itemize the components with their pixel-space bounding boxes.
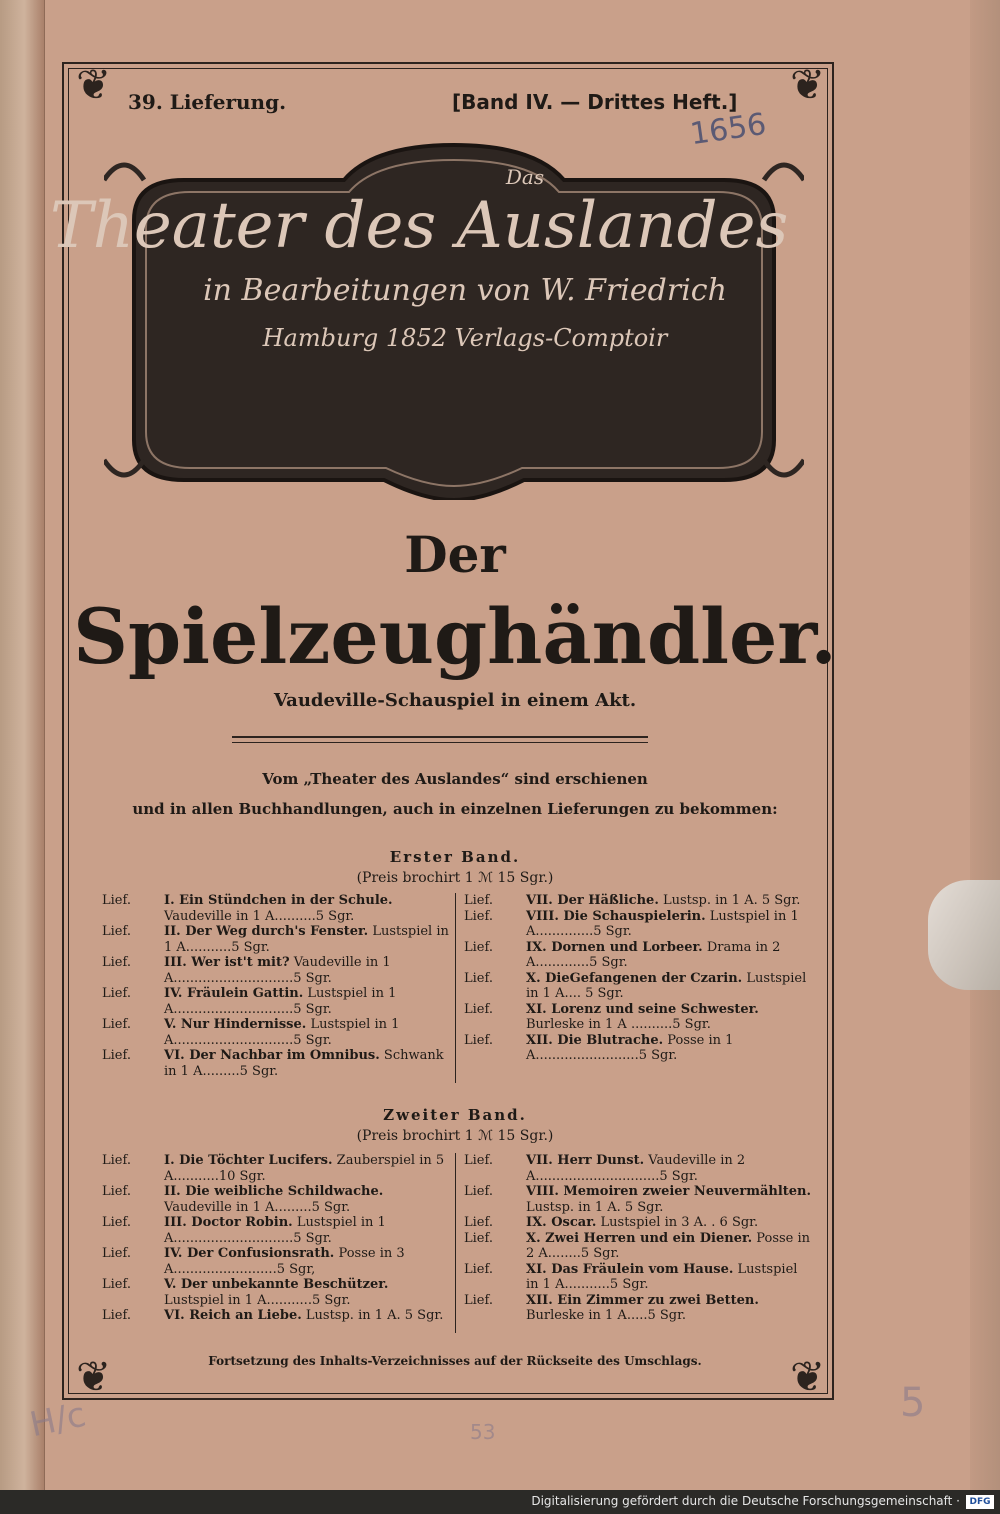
corner-ornament-icon: ❦ bbox=[790, 1352, 826, 1401]
list-item bbox=[102, 1017, 452, 1048]
list-item bbox=[464, 940, 814, 971]
list-item bbox=[464, 1033, 814, 1064]
footer-text: Digitalisierung gefördert durch die Deutsche Forschungsgemeinschaft · bbox=[531, 1494, 960, 1508]
column-divider bbox=[455, 1153, 456, 1333]
entry-title: III. Wer ist't mit? bbox=[164, 955, 290, 970]
cartouche-title: Theater des Auslandes bbox=[50, 189, 789, 263]
entry-details: Vaudeville in 2 A..............................5 Sgr. bbox=[526, 1153, 746, 1184]
entry-text bbox=[526, 893, 814, 909]
lief-label: Lief. bbox=[102, 1184, 131, 1199]
volume2-price: (Preis brochirt 1 ℳ 15 Sgr.) bbox=[356, 1128, 554, 1144]
entry-title: IV. Fräulein Gattin. bbox=[164, 986, 304, 1001]
entry-text bbox=[164, 1277, 452, 1308]
entry-title: VII. Der Häßliche. bbox=[526, 893, 659, 908]
intro-line-2: und in allen Buchhandlungen, auch in einzelnen Lieferungen zu bekommen: bbox=[132, 800, 778, 818]
list-item bbox=[102, 924, 452, 955]
lief-label: Lief. bbox=[102, 1246, 131, 1261]
library-shelfmark: 1656 bbox=[687, 106, 769, 153]
lief-label: Lief. bbox=[102, 924, 131, 939]
continuation-note: Fortsetzung des Inhalts-Verzeichnisses auf der Rückseite des Umschlags. bbox=[208, 1354, 702, 1368]
entry-details: Drama in 2 A.............5 Sgr. bbox=[526, 939, 781, 970]
entry-details: Lustspiel in 1 A...........5 Sgr. bbox=[526, 1261, 798, 1292]
entry-text bbox=[164, 1048, 452, 1079]
entry-title: IV. Der Confusionsrath. bbox=[164, 1246, 335, 1261]
intro-line-1: Vom „Theater des Auslandes“ sind erschienen bbox=[262, 770, 648, 788]
entry-title: VIII. Memoiren zweier Neuvermählten. bbox=[526, 1184, 812, 1199]
lief-label: Lief. bbox=[464, 1153, 493, 1168]
entry-text bbox=[526, 940, 814, 971]
entry-text bbox=[164, 1017, 452, 1048]
lief-label: Lief. bbox=[102, 955, 131, 970]
entry-title: XII. Ein Zimmer zu zwei Betten. bbox=[526, 1292, 759, 1308]
volume1-left-list bbox=[102, 893, 452, 1079]
entry-details: Lustspiel in 1 A.... 5 Sgr. bbox=[526, 970, 807, 1001]
lief-label: Lief. bbox=[102, 1153, 131, 1168]
lief-label: Lief. bbox=[464, 970, 493, 986]
entry-text bbox=[164, 924, 452, 955]
entry-details: Schwank in 1 A.........5 Sgr. bbox=[164, 1048, 444, 1079]
lief-label: Lief. bbox=[102, 1308, 131, 1323]
entry-details: Zauberspiel in 5 A...........10 Sgr. bbox=[164, 1153, 445, 1184]
list-item bbox=[464, 909, 814, 940]
list-item bbox=[102, 1153, 452, 1184]
list-item bbox=[102, 986, 452, 1017]
entry-title: I. Die Töchter Lucifers. bbox=[164, 1153, 333, 1168]
page-title: Spielzeughändler. bbox=[73, 592, 837, 681]
list-item bbox=[464, 893, 814, 909]
entry-details: Lustspiel in 1 A.............................5 Sgr. bbox=[164, 986, 397, 1017]
volume2-title: Zweiter Band. bbox=[383, 1106, 527, 1124]
entry-title: X. Zwei Herren und ein Diener. bbox=[526, 1230, 753, 1246]
pencil-note: 53 bbox=[470, 1420, 496, 1444]
entry-details: Lustsp. in 1 A. 5 Sgr. bbox=[305, 1308, 444, 1323]
entry-details: Lustspiel in 1 A.............................5 Sgr. bbox=[164, 1017, 400, 1048]
lief-label: Lief. bbox=[464, 908, 493, 924]
corner-ornament-icon: ❦ bbox=[76, 1352, 112, 1401]
entry-title: XI. Lorenz und seine Schwester. bbox=[526, 1001, 759, 1017]
entry-text bbox=[164, 1215, 452, 1246]
page-subtitle: Vaudeville-Schauspiel in einem Akt. bbox=[273, 690, 637, 711]
entry-title: XI. Das Fräulein vom Hause. bbox=[526, 1261, 734, 1277]
lief-label: Lief. bbox=[464, 1032, 493, 1048]
volume1-title: Erster Band. bbox=[389, 848, 521, 866]
list-item bbox=[464, 1262, 814, 1293]
list-item bbox=[464, 1215, 814, 1231]
entry-title: IX. Oscar. bbox=[526, 1215, 597, 1230]
corner-ornament-icon: ❦ bbox=[790, 60, 826, 109]
entry-details: Lustspiel in 1 A..............5 Sgr. bbox=[526, 908, 799, 939]
list-item bbox=[464, 971, 814, 1002]
list-item bbox=[464, 1002, 814, 1033]
entry-title: IX. Dornen und Lorbeer. bbox=[526, 939, 703, 955]
entry-text bbox=[526, 1262, 814, 1293]
entry-text bbox=[526, 909, 814, 940]
entry-details: Lustspiel in 1 A.............................5 Sgr. bbox=[164, 1215, 386, 1246]
list-item bbox=[464, 1231, 814, 1262]
list-item bbox=[102, 1246, 452, 1277]
entry-text bbox=[526, 1002, 814, 1033]
cartouche-editor: in Bearbeitungen von W. Friedrich bbox=[203, 273, 727, 308]
list-item bbox=[102, 1184, 452, 1215]
entry-text bbox=[164, 986, 452, 1017]
entry-details: Lustsp. in 1 A. 5 Sgr. bbox=[662, 893, 801, 908]
entry-text bbox=[164, 1308, 452, 1324]
cartouche-das: Das bbox=[505, 165, 545, 189]
lief-label: Lief. bbox=[464, 1215, 493, 1230]
volume2-right-list bbox=[464, 1153, 814, 1324]
entry-details: Burleske in 1 A ..........5 Sgr. bbox=[526, 1017, 711, 1032]
lief-label: Lief. bbox=[464, 1001, 493, 1017]
lief-label: Lief. bbox=[102, 1048, 131, 1063]
list-item bbox=[102, 955, 452, 986]
volume2-left-list bbox=[102, 1153, 452, 1324]
entry-title: VI. Der Nachbar im Omnibus. bbox=[164, 1048, 380, 1063]
lief-label: Lief. bbox=[464, 1292, 493, 1308]
entry-title: X. DieGefangenen der Czarin. bbox=[526, 970, 743, 986]
page-edge bbox=[970, 0, 1000, 1490]
lief-label: Lief. bbox=[102, 986, 131, 1001]
list-item bbox=[102, 1048, 452, 1079]
entry-text bbox=[164, 1246, 452, 1277]
pencil-note: H/c bbox=[26, 1394, 90, 1446]
entry-text bbox=[526, 1033, 814, 1064]
entry-details: Vaudeville in 1 A.............................5 Sgr. bbox=[164, 955, 391, 986]
list-item bbox=[464, 1153, 814, 1184]
volume1-price: (Preis brochirt 1 ℳ 15 Sgr.) bbox=[356, 870, 554, 886]
volume1-right-list bbox=[464, 893, 814, 1064]
entry-text bbox=[164, 955, 452, 986]
lief-label: Lief. bbox=[102, 1017, 131, 1032]
glass-clip bbox=[928, 880, 1000, 990]
entry-text bbox=[164, 893, 452, 924]
cartouche-text bbox=[50, 165, 789, 352]
entry-details: Posse in 2 A........5 Sgr. bbox=[526, 1230, 811, 1261]
entry-text bbox=[526, 1184, 814, 1215]
list-item bbox=[102, 1277, 452, 1308]
list-item bbox=[464, 1293, 814, 1324]
title-rule bbox=[232, 736, 648, 743]
column-divider bbox=[455, 893, 456, 1083]
entry-title: V. Der unbekannte Beschützer. bbox=[164, 1277, 389, 1292]
entry-text bbox=[164, 1184, 452, 1215]
entry-title: VII. Herr Dunst. bbox=[526, 1153, 645, 1168]
title-article: Der bbox=[404, 525, 506, 584]
book-spine bbox=[0, 0, 45, 1490]
lief-label: Lief. bbox=[464, 1184, 493, 1199]
entry-details: Lustspiel in 3 A. . 6 Sgr. bbox=[600, 1215, 759, 1230]
list-item bbox=[102, 1215, 452, 1246]
lief-label: Lief. bbox=[102, 1215, 131, 1230]
pencil-note: 5 bbox=[900, 1380, 926, 1426]
digitization-footer bbox=[0, 1490, 1000, 1514]
list-item bbox=[464, 1184, 814, 1215]
entry-text bbox=[526, 1153, 814, 1184]
entry-title: I. Ein Stündchen in der Schule. bbox=[164, 893, 393, 908]
entry-details: Lustsp. in 1 A. 5 Sgr. bbox=[526, 1199, 664, 1215]
entry-title: VIII. Die Schauspielerin. bbox=[526, 908, 706, 924]
entry-text bbox=[526, 1231, 814, 1262]
entry-title: II. Der Weg durch's Fenster. bbox=[164, 924, 369, 939]
entry-title: V. Nur Hindernisse. bbox=[164, 1017, 307, 1032]
list-item bbox=[102, 893, 452, 924]
entry-title: II. Die weibliche Schildwache. bbox=[164, 1184, 384, 1199]
lief-label: Lief. bbox=[464, 1230, 493, 1246]
entry-text bbox=[526, 1293, 814, 1324]
lief-label: Lief. bbox=[464, 1261, 493, 1277]
entry-title: III. Doctor Robin. bbox=[164, 1215, 293, 1230]
entry-text bbox=[164, 1153, 452, 1184]
entry-details: Vaudeville in 1 A..........5 Sgr. bbox=[164, 908, 355, 924]
delivery-number: 39. Lieferung. bbox=[128, 90, 287, 114]
lief-label: Lief. bbox=[102, 893, 131, 908]
lief-label: Lief. bbox=[464, 893, 493, 908]
entry-title: XII. Die Blutrache. bbox=[526, 1032, 664, 1048]
entry-details: Lustspiel in 1 A...........5 Sgr. bbox=[164, 924, 449, 955]
entry-details: Burleske in 1 A.....5 Sgr. bbox=[526, 1308, 687, 1323]
entry-details: Vaudeville in 1 A.........5 Sgr. bbox=[164, 1199, 351, 1215]
entry-text bbox=[526, 971, 814, 1002]
cartouche-imprint: Hamburg 1852 Verlags-Comptoir bbox=[262, 324, 668, 352]
list-item bbox=[102, 1308, 452, 1324]
entry-title: VI. Reich an Liebe. bbox=[164, 1308, 302, 1323]
entry-details: Posse in 1 A.........................5 Sgr. bbox=[526, 1032, 734, 1063]
entry-details: Posse in 3 A.........................5 Sgr, bbox=[164, 1246, 405, 1277]
corner-ornament-icon: ❦ bbox=[76, 60, 112, 109]
entry-text bbox=[526, 1215, 814, 1231]
dfg-logo-icon: DFG bbox=[966, 1495, 994, 1509]
lief-label: Lief. bbox=[464, 939, 493, 955]
lief-label: Lief. bbox=[102, 1277, 131, 1292]
volume-issue: [Band IV. — Drittes Heft.] bbox=[452, 90, 738, 114]
entry-details: Lustspiel in 1 A...........5 Sgr. bbox=[164, 1292, 351, 1308]
